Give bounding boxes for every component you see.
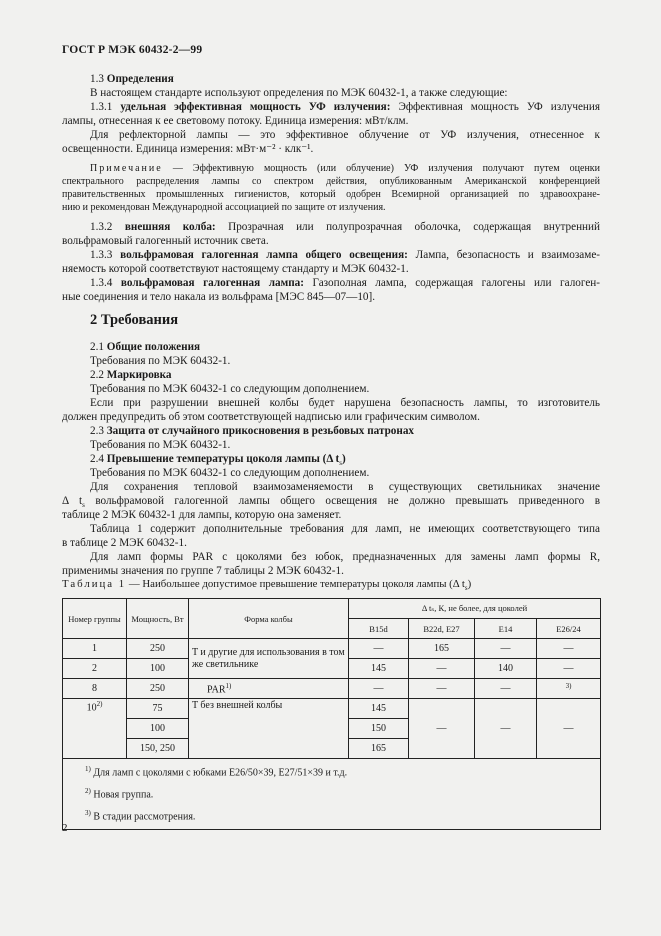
header-base: E14 [475, 619, 537, 639]
section-2-4-line-8: применимы значения по группе 7 таблицы 2 МЭК 60432-1. [62, 565, 344, 577]
table-footnote: $^{2)}$ Новая группа. [63, 783, 601, 805]
cell-form: T и другие для использования в том же светильнике [189, 639, 349, 679]
table-row [63, 639, 601, 659]
table-footnote: $^{1)}$ Для ламп с цоколями с юбками E26/50×39, E27/51×39 и т.д. [63, 759, 601, 784]
section-2-3-heading: 2.3 Защита от случайного прикосновения в резьбовых патронах [90, 425, 415, 437]
table-caption: Таблица 1 — Наибольшее допустимое превышение температуры цоколя лампы (Δ $t_s$) [62, 578, 472, 593]
note-line-1: Примечание — Эффективную мощность (или облучение) УФ излучения получают путем оценки [90, 163, 601, 174]
definition-1-3-3-cont: няемость которой соответствуют настоящему стандарту и МЭК 60432-1. [62, 263, 409, 275]
section-2-4-line-5: Таблица 1 содержит дополнительные требования для ламп, не имеющих соответствующего типа [90, 523, 600, 535]
section-2-title: 2 Требования [90, 312, 179, 328]
cell-form: PAR$^{1)}$ [189, 679, 349, 699]
table-footnote: $^{3)}$ В стадии рассмотрения. [63, 805, 601, 830]
cell-power: 250 [127, 639, 189, 659]
cell-value: — [475, 699, 537, 759]
cell-group: 2 [63, 659, 127, 679]
header-delta-t: Δ tₛ, К, не более, для цоколей [349, 599, 601, 619]
definition-1-3-4: 1.3.4 вольфрамовая галогенная лампа: Газополная лампа, содержащая галогены или галоген- [90, 277, 600, 289]
cell-form: T без внешней колбы [189, 699, 349, 759]
cell-value: 145 [349, 699, 409, 719]
note-line-2: спектрального распределения лампы со спектром действия, опубликованным Американской конференцией [62, 176, 600, 187]
table-row [63, 679, 601, 699]
cell-power: 75 [127, 699, 189, 719]
definition-1-3-4-cont: ные соединения и тело накала из вольфрама [МЭС 845—07—10]. [62, 291, 376, 303]
cell-value: — [537, 699, 601, 759]
section-2-2-line-3: должен предупредить об этом соответствующей надписью или графическим символом. [62, 411, 480, 423]
section-2-2-heading: 2.2 Маркировка [90, 369, 172, 381]
cell-group: 10$^{2)}$ [63, 699, 127, 759]
section-2-2-line-2: Если при разрушении внешней колбы будет нарушена безопасность лампы, то изготовитель [90, 397, 600, 409]
section-1-3-heading: 1.3 Определения [90, 73, 174, 85]
cell-value: — [409, 699, 475, 759]
cell-value: 165 [349, 739, 409, 759]
definition-1-3-2-cont: вольфрамовый галогенный источник света. [62, 235, 269, 247]
table-row [63, 699, 601, 719]
header-group: Номер группы [63, 599, 127, 639]
definition-1-3-3: 1.3.3 вольфрамовая галогенная лампа общего освещения: Лампа, безопасность и взаимозаме- [90, 249, 601, 261]
section-2-4-text: Требования по МЭК 60432-1 со следующим дополнением. [90, 467, 370, 479]
reflector-text-cont: освещенности. Единица измерения: мВт·м⁻² · клк⁻¹. [62, 143, 314, 155]
header-form: Форма колбы [189, 599, 349, 639]
table-header-row [63, 599, 601, 619]
cell-value: 140 [475, 659, 537, 679]
reflector-text: Для рефлекторной лампы — это эффективное облучение от УФ излучения, отнесенное к [90, 129, 600, 141]
section-1-3-intro: В настоящем стандарте используют определения по МЭК 60432-1, а также следующие: [90, 87, 508, 99]
cell-value: 3) [537, 679, 601, 699]
definition-1-3-2: 1.3.2 внешняя колба: Прозрачная или полупрозрачная оболочка, содержащая внутренний [90, 221, 601, 233]
cell-power: 100 [127, 659, 189, 679]
note-line-4: нию и рекомендован Международной ассоциацией по защите от излучения. [62, 202, 386, 213]
page-number: 2 [62, 822, 68, 834]
section-2-4-heading: 2.4 Превышение температуры цоколя лампы (Δ $t_s$) [90, 453, 346, 468]
header-base: B15d [349, 619, 409, 639]
definition-1-3-1-cont: лампы, отнесенная к ее световому потоку. Единица измерения: мВт/клм. [62, 115, 409, 127]
cell-value: — [475, 679, 537, 699]
section-2-1-text: Требования по МЭК 60432-1. [90, 355, 231, 367]
cell-value: — [349, 679, 409, 699]
section-2-2-text: Требования по МЭК 60432-1 со следующим дополнением. [90, 383, 370, 395]
section-2-4-line-7: Для ламп формы PAR с цоколями без юбок, предназначенных для замены ламп формы R, [90, 551, 600, 563]
cell-value: — [409, 659, 475, 679]
cell-power: 250 [127, 679, 189, 699]
header-power: Мощность, Вт [127, 599, 189, 639]
header-base: E26/24 [537, 619, 601, 639]
cell-power: 100 [127, 719, 189, 739]
cell-value: — [537, 639, 601, 659]
section-2-4-line-2: Для сохранения тепловой взаимозаменяемости в существующих светильниках значение [90, 481, 600, 493]
section-2-4-line-6: в таблице 2 МЭК 60432-1. [62, 537, 187, 549]
cell-value: 145 [349, 659, 409, 679]
note-line-3: правительственных промышленных гигиенистов, который одобрен Всемирной организацией по здравоохране- [62, 189, 600, 200]
header-base: B22d, E27 [409, 619, 475, 639]
cell-value: 165 [409, 639, 475, 659]
section-2-4-line-4: таблице 2 МЭК 60432-1 для лампы, которую она заменяет. [62, 509, 342, 521]
cell-value: — [537, 659, 601, 679]
cell-value: — [349, 639, 409, 659]
definition-1-3-1: 1.3.1 удельная эффективная мощность УФ излучения: Эффективная мощность УФ излучения [90, 101, 601, 113]
section-2-3-text: Требования по МЭК 60432-1. [90, 439, 231, 451]
cell-value: 150 [349, 719, 409, 739]
section-2-1-heading: 2.1 Общие положения [90, 341, 201, 353]
cell-group: 8 [63, 679, 127, 699]
temperature-table [62, 598, 601, 830]
cell-group: 1 [63, 639, 127, 659]
section-2-4-line-3: Δ $t_s$ вольфрамовой галогенной лампы общего освещения не должно превышать приведенного в [62, 495, 600, 510]
cell-value: — [409, 679, 475, 699]
document-header: ГОСТ Р МЭК 60432-2—99 [62, 44, 203, 56]
cell-value: — [475, 639, 537, 659]
cell-power: 150, 250 [127, 739, 189, 759]
